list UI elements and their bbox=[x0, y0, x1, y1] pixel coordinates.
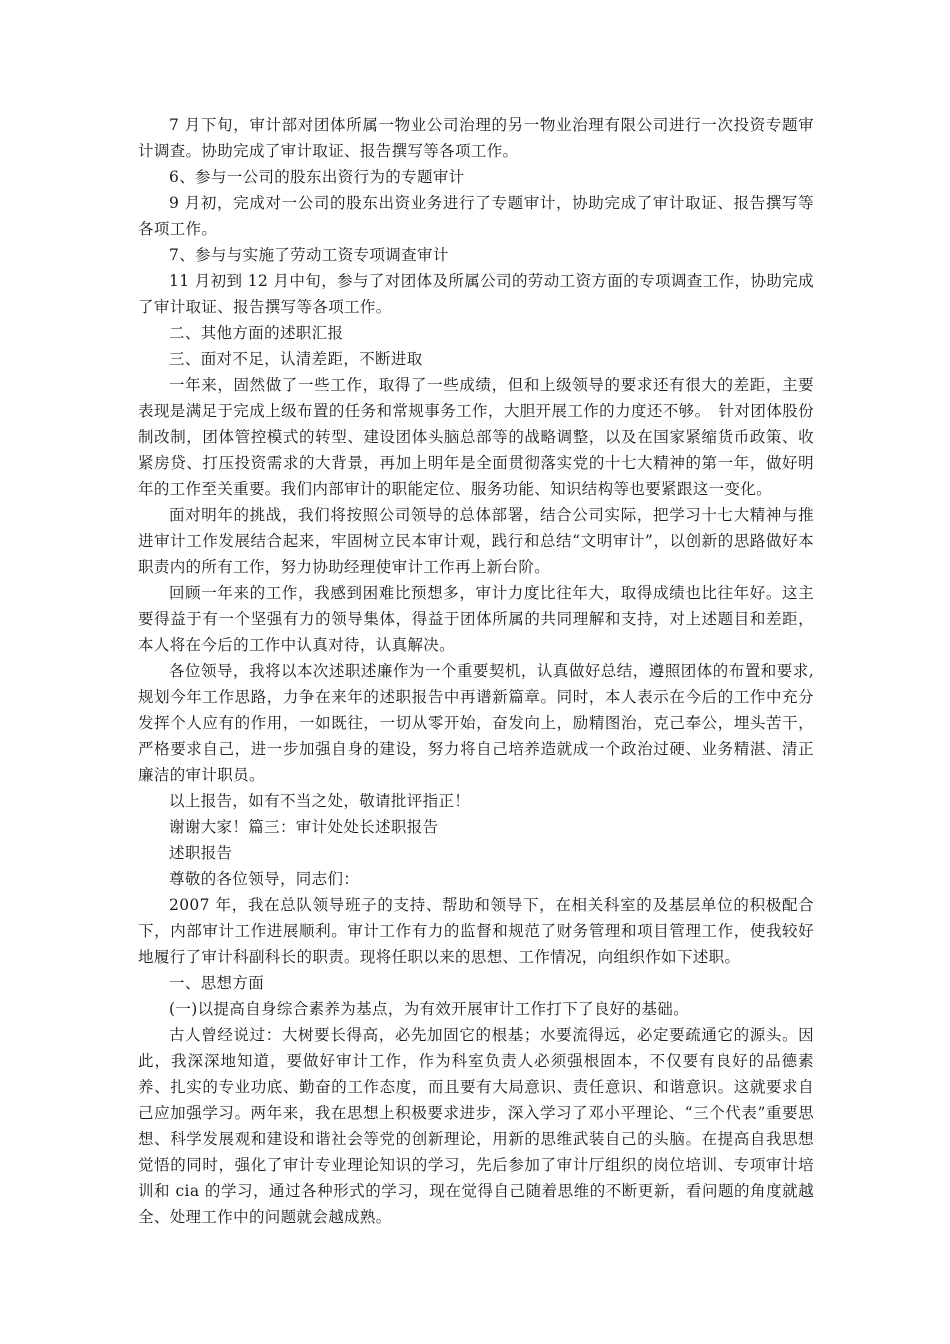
paragraph-year-review-gaps: 一年来，固然做了一些工作，取得了一些成绩，但和上级领导的要求还有很大的差距，主要表现是满足于完成上级布置的任务和常规事务工作，大胆开展工作的力度还不够。 针对团体股份制改制，团体管控模式的转型、建设团体头脑总部等的战略调整，以及在国家紧缩货币政策、收紧房贷、打压投资需求的大背景，再加上明年是全面贯彻落实党的十七大精神的第一年，做好明年的工作至关重要。我们内部审计的职能定位、服务功能、知识结构等也要紧跟这一变化。 bbox=[138, 376, 814, 498]
paragraph-2007-overview: 2007 年，我在总队领导班子的支持、帮助和领导下，在相关科室的及基层单位的积极配合下，内部审计工作进展顺利。审计工作有力的监督和规范了财务管理和项目管理工作，使我较好地履行了审计科副科长的职责。现将任职以来的思想、工作情况，向组织作如下述职。 bbox=[138, 896, 814, 966]
paragraph-closing-request: 以上报告，如有不当之处，敬请批评指正！ bbox=[169, 792, 471, 810]
paragraph-address-to-leaders: 各位领导，我将以本次述职述廉作为一个重要契机，认真做好总结，遵照团体的布置和要求,规划今年工作思路，力争在来年的述职报告中再谱新篇章。同时，本人表示在今后的工作中充分发挥个人应有的作用，一如既往，一切从零开始，奋发向上，励精图治，克己奉公，埋头苦干，严格要求自己，进一步加强自身的建设，努力将自己培养造就成一个政治过硬、业务精湛、清正廉洁的审计职员。 bbox=[138, 662, 814, 784]
paragraph-look-back: 回顾一年来的工作，我感到困难比预想多，审计力度比往年大，取得成绩也比往年好。这主要得益于有一个坚强有力的领导集体，得益于团体所属的共同理解和支持，对上述题目和差距，本人将在今后的工作中认真对待，认真解决。 bbox=[138, 584, 814, 654]
paragraph-labor-wage-survey: 11 月初到 12 月中旬，参与了对团体及所属公司的劳动工资方面的专项调查工作，协助完成了审计取证、报告撰写等各项工作。 bbox=[138, 272, 814, 316]
heading-shortcomings: 三、面对不足，认清差距，不断进取 bbox=[169, 350, 423, 368]
heading-shareholder-capital-audit: 6、参与一公司的股东出资行为的专题审计 bbox=[169, 168, 465, 186]
heading-labor-wage-audit: 7、参与与实施了劳动工资专项调查审计 bbox=[169, 246, 449, 264]
paragraph-september-capital-audit: 9 月初，完成对一公司的股东出资业务进行了专题审计，协助完成了审计取证、报告撰写等各项工作。 bbox=[138, 194, 814, 238]
paragraph-july-investment-audit: 7 月下旬，审计部对团体所属一物业公司治理的另一物业治理有限公司进行一次投资专题审计调查。协助完成了审计取证、报告撰写等各项工作。 bbox=[138, 116, 814, 160]
paragraph-salutation: 尊敬的各位领导，同志们： bbox=[169, 870, 360, 888]
paragraph-ancient-saying: 古人曾经说过：大树要长得高，必先加固它的根基；水要流得远，必定要疏通它的源头。因此，我深深地知道，要做好审计工作，作为科室负责人必须强根固本，不仅要有良好的品德素养、扎实的专业功底、勤奋的工作态度，而且要有大局意识、责任意识、和谐意识。这就要求自己应加强学习。两年来，我在思想上积极要求进步，深入学习了邓小平理论、“三个代表”重要思想、科学发展观和建设和谐社会等党的创新理论，用新的思维武装自己的头脑。在提高自我思想觉悟的同时，强化了审计专业理论知识的学习，先后参加了审计厅组织的岗位培训、专项审计培训和 cia 的学习，通过各种形式的学习，现在觉得自己随着思维的不断更新，看问题的角度就越全、处理工作中的问题就会越成熟。 bbox=[138, 1026, 814, 1226]
document-body bbox=[138, 112, 814, 1230]
heading-other-aspects: 二、其他方面的述职汇报 bbox=[169, 324, 344, 342]
heading-report-title: 述职报告 bbox=[169, 844, 233, 862]
paragraph-thanks-part-three: 谢谢大家！篇三：审计处处长述职报告 bbox=[169, 818, 439, 836]
heading-improve-quality: (一)以提高自身综合素养为基点，为有效开展审计工作打下了良好的基础。 bbox=[169, 1000, 689, 1018]
heading-ideology: 一、思想方面 bbox=[169, 974, 265, 992]
paragraph-next-year-challenges: 面对明年的挑战，我们将按照公司领导的总体部署，结合公司实际，把学习十七大精神与推进审计工作发展结合起来，牢固树立民本审计观，践行和总结“文明审计”，以创新的思路做好本职责内的所有工作，努力协助经理使审计工作再上新台阶。 bbox=[138, 506, 814, 576]
